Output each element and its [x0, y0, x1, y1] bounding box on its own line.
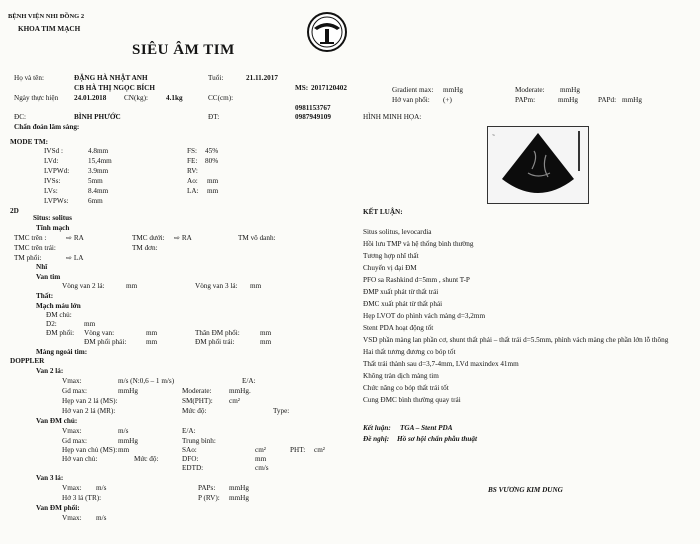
height-label: CC(cm): [208, 94, 234, 102]
tm-label: LVs: [44, 187, 58, 195]
tm-label2: FS: [187, 147, 197, 155]
conclusion-line: Situs solitus, levocardia [363, 228, 432, 236]
mach-mau-lon-heading: Mạch máu lớn [36, 302, 81, 310]
date-label: Ngày thực hiện [14, 94, 59, 102]
vong-van-3la-label: Vòng van 3 lá: [195, 282, 238, 290]
ho-2la-label: Hở van 2 lá (MR): [62, 407, 116, 415]
conclusion-line: Chuyển vị đại ĐM [363, 264, 417, 272]
vmax-label: Vmax: [62, 427, 82, 435]
vong-van-2la-unit: mm [126, 282, 138, 290]
mang-ngoai-tim-label: Màng ngoài tim: [36, 348, 88, 356]
tm-phoi-label: TM phổi: [14, 254, 42, 262]
vmax-unit: m/s [96, 514, 107, 522]
vmax-unit: m/s [118, 427, 129, 435]
phone-1: 0981153767 [295, 104, 331, 112]
hospital-logo-icon [306, 11, 348, 53]
ho-van-chu-label: Hở van chủ: [62, 455, 98, 463]
tm-value2: 80% [205, 157, 219, 165]
conclusion-line: Thất trái thành sau d=3,7-4mm, LVd maxindex 41mm [363, 360, 519, 368]
name-label: Họ và tên: [14, 74, 44, 82]
van-dm-phoi-heading: Van ĐM phổi: [36, 504, 80, 512]
vmax-label: Vmax: [62, 484, 82, 492]
dm-phoi-phai-unit: mm [146, 338, 158, 346]
conclusion-line: Stent PDA hoạt động tốt [363, 324, 434, 332]
hep-2la-label: Hẹp van 2 lá (MS): [62, 397, 118, 405]
paps-label: PAPs: [198, 484, 216, 492]
mode-2d-title: 2D [10, 207, 19, 215]
type-label: Type: [273, 407, 290, 415]
moderate-unit: mmHg. [229, 387, 251, 395]
tm-value2: mm [207, 177, 219, 185]
tinh-mach-heading: Tĩnh mạch [36, 224, 70, 232]
ms-label: MS: [295, 84, 309, 92]
prv-label: P (RV): [198, 494, 220, 502]
tmc-tren-value: ⇨ RA [66, 234, 84, 242]
exam-date: 24.01.2018 [74, 94, 107, 102]
prv-unit: mmHg [229, 494, 249, 502]
vmax-label: Vmax: [62, 514, 82, 522]
pht-label: PHT: [290, 446, 306, 454]
tm-label2: Ao: [187, 177, 198, 185]
dm-phoi-phai-label: ĐM phổi phải: [84, 338, 127, 346]
van-tim-heading: Van tim [36, 273, 61, 281]
phone-label: ĐT: [208, 113, 220, 121]
recommendation-label: Đề nghị: [363, 435, 390, 443]
conclusion-line: Tương hợp nhĩ thất [363, 252, 419, 260]
mode-tm-title: MODE TM: [10, 138, 48, 146]
tm-value: 8.4mm [88, 187, 109, 195]
conclusion-title: KẾT LUẬN: [363, 208, 403, 216]
phone-2: 0987949109 [295, 113, 331, 121]
van-2la-heading: Van 2 lá: [36, 367, 64, 375]
tm-value2: 45% [205, 147, 219, 155]
address-label: ĐC: [14, 113, 26, 121]
gradient-max-label: Gradient max: [392, 86, 434, 94]
ho-van-phoi-value: (+) [443, 96, 452, 104]
dfo-label: DFO: [182, 455, 199, 463]
than-dm-phoi-unit: mm [260, 329, 272, 337]
doctor-name: CB HÀ THỊ NGỌC BÍCH [74, 84, 155, 92]
conclusion-line: ĐMC xuất phát từ thất phải [363, 300, 443, 308]
gd-max-label: Gd max: [62, 437, 87, 445]
conclusion-line: Hai thất tương đương co bóp tốt [363, 348, 456, 356]
gd-max-unit: mmHg [118, 437, 138, 445]
moderate-label: Moderate: [182, 387, 212, 395]
final-conclusion: TGA – Stent PDA [400, 424, 453, 432]
vmax-unit: m/s (N:0,6 – 1 m/s) [118, 377, 175, 385]
dfo-unit: mm [255, 455, 267, 463]
gd-max-unit: mmHg [118, 387, 138, 395]
tm-value: 3.9mm [88, 167, 109, 175]
dm-phoi-trai-unit: mm [260, 338, 272, 346]
clinical-diagnosis-label: Chẩn đoán lâm sàng: [14, 123, 80, 131]
muc-do-label: Mức độ: [134, 455, 159, 463]
van-3la-heading: Van 3 lá: [36, 474, 64, 482]
dm-phoi-trai-label: ĐM phổi trái: [195, 338, 235, 346]
tmc-tren-label: TMC trên : [14, 234, 47, 242]
tm-label: LVPWs: [44, 197, 69, 205]
ultrasound-image [487, 126, 589, 204]
tm-label: IVSs: [44, 177, 61, 185]
tm-label: IVSd : [44, 147, 63, 155]
patient-name: ĐẶNG HÀ NHẬT ANH [74, 74, 148, 82]
hep-dmc-label: Hẹp van chủ (MS): [62, 446, 118, 454]
conclusion-line: Hẹp LVOT do phình vách màng d=3,2mm [363, 312, 486, 320]
tm-vo-danh-label: TM vô danh: [238, 234, 276, 242]
tmc-tren-trai-label: TMC trên trái: [14, 244, 56, 252]
tmc-duoi-value: ⇨ RA [174, 234, 192, 242]
sao-unit: cm² [255, 446, 266, 454]
vong-van-2la-label: Vòng van 2 lá: [62, 282, 105, 290]
tm-don-label: TM đơn: [132, 244, 158, 252]
ea-label: E/A: [182, 427, 196, 435]
weight-value: 4.1kg [166, 94, 183, 102]
ho-van-phoi-label: Hở van phổi: [392, 96, 430, 104]
d2-label: D2: [46, 320, 57, 328]
papd-label: PAPd: [598, 96, 617, 104]
tm-phoi-value: ⇨ LA [66, 254, 84, 262]
tm-value: 4.8mm [88, 147, 109, 155]
gradient-max-unit: mmHg [443, 86, 463, 94]
dm-chu-label: ĐM chủ: [46, 311, 72, 319]
ea-label: E/A: [242, 377, 256, 385]
sm-pht-unit: cm² [229, 397, 240, 405]
ho-3la-label: Hở 3 lá (TR): [62, 494, 102, 502]
tm-value: 15,4mm [88, 157, 112, 165]
illustration-label: HÌNH MINH HỌA: [363, 113, 422, 121]
tmc-duoi-label: TMC dưới: [132, 234, 165, 242]
tm-label: LVd: [44, 157, 59, 165]
edtd-label: EDTD: [182, 464, 204, 472]
papd-unit: mmHg [622, 96, 642, 104]
conclusion-line: Cung ĐMC bình thường quay trái [363, 396, 461, 404]
tm-label2: RV: [187, 167, 198, 175]
dob-value: 21.11.2017 [246, 74, 278, 82]
nhi-heading: Nhĩ [36, 263, 48, 271]
pht-unit: cm² [314, 446, 325, 454]
tm-value: 5mm [88, 177, 103, 185]
d2-unit: mm [84, 320, 96, 328]
doppler-title: DOPPLER [10, 357, 45, 365]
paps-unit: mmHg [229, 484, 249, 492]
recommendation: Hồ sơ hội chẩn phẫu thuật [397, 435, 477, 443]
svg-text:~: ~ [492, 133, 495, 139]
vmax-label: Vmax: [62, 377, 82, 385]
vmax-unit: m/s [96, 484, 107, 492]
vong-van-unit: mm [146, 329, 158, 337]
sao-label: SAo: [182, 446, 197, 454]
doctor-signature: BS VƯƠNG KIM DUNG [488, 486, 563, 494]
conclusion-line: PFO sa Rashkind d=5mm , shunt T-P [363, 276, 470, 284]
page-title: SIÊU ÂM TIM [132, 42, 235, 58]
conclusion-line: Chức năng co bóp thất trái tốt [363, 384, 449, 392]
conclusion-line: VSD phần màng lan phần cơ, shunt thất phải – thất trái d=5.5mm, phình vách màng che phần lớn lỗ thông [363, 336, 669, 344]
weight-label: CN(kg): [124, 94, 148, 102]
situs: Situs: solitus [33, 214, 72, 222]
conclusion-line: Hồi lưu TMP và hệ thống bình thường [363, 240, 474, 248]
vong-van-label: Vòng van: [84, 329, 115, 337]
papm-label: PAPm: [515, 96, 536, 104]
tm-value: 6mm [88, 197, 103, 205]
papm-unit: mmHg [558, 96, 578, 104]
than-dm-phoi-label: Thân ĐM phổi: [195, 329, 240, 337]
department: KHOA TIM MẠCH [18, 25, 81, 33]
van-dm-chu-heading: Van ĐM chủ: [36, 417, 78, 425]
tm-label: LVPWd: [44, 167, 70, 175]
gd-max-label: Gd max: [62, 387, 87, 395]
vong-van-3la-unit: mm [250, 282, 262, 290]
conclusion-line: Không tràn dịch màng tim [363, 372, 439, 380]
age-label: Tuổi: [208, 74, 224, 82]
muc-do-label: Mức độ: [182, 407, 207, 415]
trung-binh-label: Trung bình: [182, 437, 216, 445]
hep-dmc-unit: mm [118, 446, 130, 454]
edtd-unit: cm/s [255, 464, 269, 472]
final-conclusion-label: Kết luận: [363, 424, 391, 432]
tm-label2: LA: [187, 187, 199, 195]
sm-pht-label: SM(PHT): [182, 397, 213, 405]
hospital-name: BỆNH VIỆN NHI ĐỒNG 2 [8, 13, 85, 20]
tm-value2: mm [207, 187, 219, 195]
conclusion-line: ĐMP xuất phát từ thất trái [363, 288, 439, 296]
ms-value: 2017120402 [311, 84, 347, 92]
address-value: BÌNH PHƯỚC [74, 113, 121, 121]
dm-phoi-label: ĐM phổi: [46, 329, 75, 337]
moderate-unit-right: mmHg [560, 86, 580, 94]
tm-label2: FE: [187, 157, 198, 165]
that-heading: Thất: [36, 292, 54, 300]
moderate-label-right: Moderate: [515, 86, 545, 94]
